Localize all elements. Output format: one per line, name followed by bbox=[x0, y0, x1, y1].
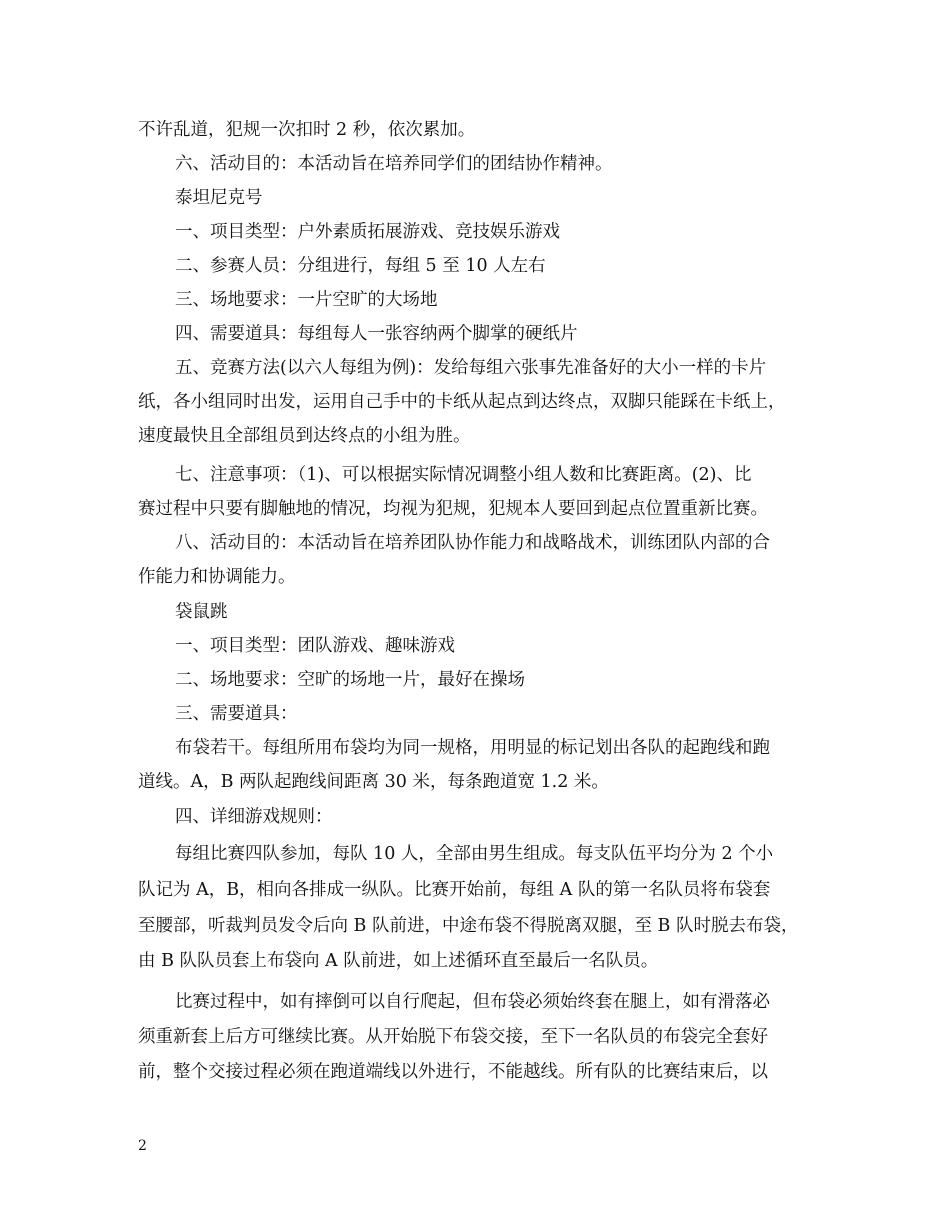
text-line-23: 队记为 A，B，相向各排成一纵队。比赛开始前，每组 A 队的第一名队员将布袋套 bbox=[138, 880, 771, 900]
text-line-4: 一、项目类型：户外素质拓展游戏、竞技娱乐游戏 bbox=[175, 222, 560, 242]
text-line-1: 不许乱道，犯规一次扣时 2 秒，依次累加。 bbox=[138, 120, 476, 140]
section-heading-kangaroo: 袋鼠跳 bbox=[175, 602, 228, 622]
text-line-11: 七、注意事项：（1)、可以根据实际情况调整小组人数和比赛距离。(2)、比 bbox=[175, 465, 752, 485]
text-line-10: 速度最快且全部组员到达终点的小组为胜。 bbox=[138, 426, 471, 446]
text-line-7: 四、需要道具：每组每人一张容纳两个脚掌的硬纸片 bbox=[175, 324, 578, 344]
text-line-18: 三、需要道具： bbox=[175, 704, 298, 724]
text-line-25: 由 B 队队员套上布袋向 A 队前进，如上述循环直至最后一名队员。 bbox=[138, 951, 659, 971]
section-heading-titanic: 泰坦尼克号 bbox=[175, 188, 263, 208]
text-line-13: 八、活动目的：本活动旨在培养团队协作能力和战略战术，训练团队内部的合 bbox=[175, 533, 770, 553]
text-line-9: 纸，各小组同时出发，运用自己手中的卡纸从起点到达终点，双脚只能踩在卡纸上， bbox=[138, 392, 786, 412]
text-line-6: 三、场地要求：一片空旷的大场地 bbox=[175, 290, 438, 310]
text-line-2: 六、活动目的：本活动旨在培养同学们的团结协作精神。 bbox=[175, 154, 613, 174]
text-line-19: 布袋若干。每组所用布袋均为同一规格，用明显的标记划出各队的起跑线和跑 bbox=[175, 738, 770, 758]
text-line-24: 至腰部，听裁判员发令后向 B 队前进，中途布袋不得脱离双腿，至 B 队时脱去布袋， bbox=[138, 916, 799, 936]
text-line-14: 作能力和协调能力。 bbox=[138, 567, 296, 587]
text-line-5: 二、参赛人员：分组进行，每组 5 至 10 人左右 bbox=[175, 256, 546, 276]
text-line-27: 须重新套上后方可继续比赛。从开始脱下布袋交接，至下一名队员的布袋完全套好 bbox=[138, 1027, 768, 1047]
text-line-20: 道线。A，B 两队起跑线间距离 30 米，每条跑道宽 1.2 米。 bbox=[138, 772, 609, 792]
text-line-17: 二、场地要求：空旷的场地一片，最好在操场 bbox=[175, 670, 525, 690]
text-line-26: 比赛过程中，如有摔倒可以自行爬起，但布袋必须始终套在腿上，如有滑落必 bbox=[175, 992, 770, 1012]
text-line-8: 五、竞赛方法(以六人每组为例)：发给每组六张事先准备好的大小一样的卡片 bbox=[175, 358, 767, 378]
text-line-21: 四、详细游戏规则： bbox=[175, 807, 333, 827]
text-line-16: 一、项目类型：团队游戏、趣味游戏 bbox=[175, 636, 455, 656]
text-line-28: 前，整个交接过程必须在跑道端线以外进行，不能越线。所有队的比赛结束后，以 bbox=[138, 1062, 768, 1082]
text-line-12: 赛过程中只要有脚触地的情况，均视为犯规，犯规本人要回到起点位置重新比赛。 bbox=[138, 499, 768, 519]
page-number: 2 bbox=[138, 1138, 147, 1154]
text-line-22: 每组比赛四队参加，每队 10 人，全部由男生组成。每支队伍平均分为 2 个小 bbox=[175, 844, 774, 864]
